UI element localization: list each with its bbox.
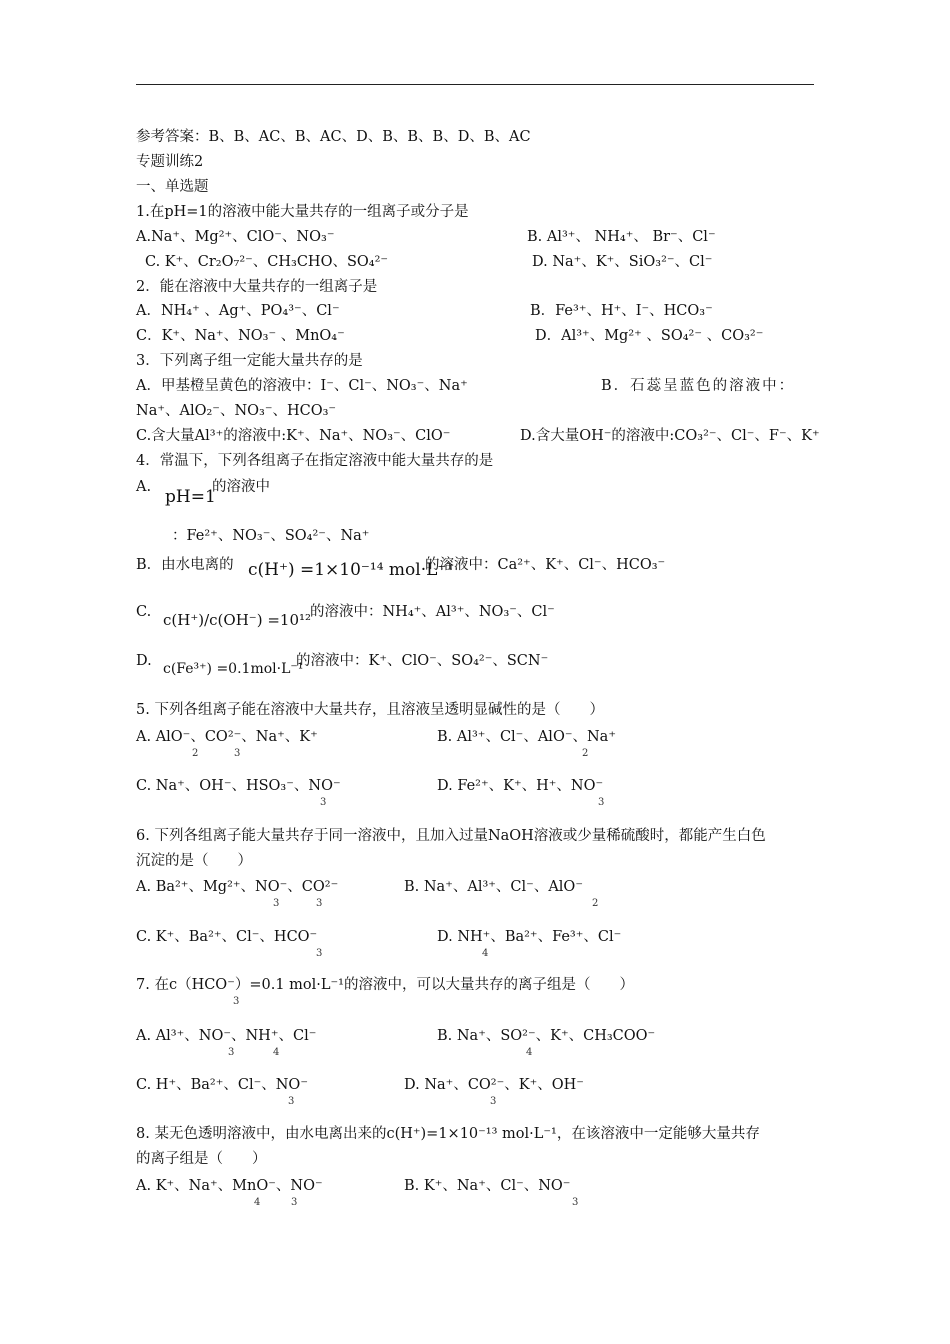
q8-stem-line1: 8. 某无色透明溶液中，由水电离出来的c(H⁺)=1×10⁻¹³ mol·L⁻¹，在该溶液中一定能够大量共存 xyxy=(136,1126,760,1142)
q1-option-b: B. Al³⁺、 NH₄⁺、 Br⁻、Cl⁻ xyxy=(527,229,716,245)
q2-option-a: A．NH₄⁺ 、Ag⁺、PO₄³⁻、Cl⁻ xyxy=(136,303,340,319)
q5-a-sub-2: 3 xyxy=(234,748,241,759)
q4-a-label: A. xyxy=(136,479,152,495)
q5-c-sub-1: 3 xyxy=(320,797,327,808)
q7-stem: 7. 在c（HCO⁻）=0.1 mol·L⁻¹的溶液中，可以大量共存的离子组是（ ） xyxy=(136,977,634,993)
q7-option-c: C. H⁺、Ba²⁺、Cl⁻、NO⁻ xyxy=(136,1077,308,1093)
q5-d-sub-1: 3 xyxy=(598,797,605,808)
q7-a-sub-1: 3 xyxy=(228,1047,235,1058)
q3-option-c: C.含大量Al³⁺的溶液中:K⁺、Na⁺、NO₃⁻、ClO⁻ xyxy=(136,428,451,444)
subsection-title: 一、单选题 xyxy=(136,179,209,195)
q6-option-c: C. K⁺、Ba²⁺、Cl⁻、HCO⁻ xyxy=(136,929,318,945)
q4-d-formula: c(Fe³⁺) =0.1mol·L⁻¹ xyxy=(163,661,304,677)
q6-c-sub-1: 3 xyxy=(316,948,323,959)
q4-d-tail: 的溶液中：K⁺、ClO⁻、SO₄²⁻、SCN⁻ xyxy=(296,653,549,669)
q5-stem: 5. 下列各组离子能在溶液中大量共存，且溶液呈透明显碱性的是（ ） xyxy=(136,702,604,718)
q4-c-formula: c(H⁺)/c(OH⁻) =10¹² xyxy=(163,611,312,629)
q2-option-d: D．Al³⁺、Mg²⁺ 、SO₄²⁻ 、CO₃²⁻ xyxy=(535,328,764,344)
q7-b-sub-1: 4 xyxy=(526,1047,533,1058)
q6-option-b: B. Na⁺、Al³⁺、Cl⁻、AlO⁻ xyxy=(404,879,583,895)
q3-option-b-line2: Na⁺、AlO₂⁻、NO₃⁻、HCO₃⁻ xyxy=(136,403,337,419)
q1-option-d: D. Na⁺、K⁺、SiO₃²⁻、Cl⁻ xyxy=(532,254,713,270)
q3-option-b-line1: B．石蕊呈蓝色的溶液中： xyxy=(601,378,796,394)
q8-option-a: A. K⁺、Na⁺、MnO⁻、NO⁻ xyxy=(136,1178,323,1194)
q6-a-sub-2: 3 xyxy=(316,898,323,909)
q6-option-d: D. NH⁺、Ba²⁺、Fe³⁺、Cl⁻ xyxy=(437,929,622,945)
q4-c-tail: 的溶液中：NH₄⁺、Al³⁺、NO₃⁻、Cl⁻ xyxy=(310,604,555,620)
q4-b-label: B．由水电离的 xyxy=(136,557,234,573)
q6-d-sub-1: 4 xyxy=(482,948,489,959)
q2-stem: 2．能在溶液中大量共存的一组离子是 xyxy=(136,279,378,295)
q4-a-formula: pH=1 xyxy=(165,487,216,507)
q7-option-b: B. Na⁺、SO²⁻、K⁺、CH₃COO⁻ xyxy=(437,1028,656,1044)
q6-stem-line2: 沉淀的是（ ） xyxy=(136,853,252,869)
q3-stem: 3．下列离子组一定能大量共存的是 xyxy=(136,353,363,369)
q8-a-sub-2: 3 xyxy=(291,1197,298,1208)
q4-stem: 4．常温下，下列各组离子在指定溶液中能大量共存的是 xyxy=(136,453,494,469)
q1-option-a: A.Na⁺、Mg²⁺、ClO⁻、NO₃⁻ xyxy=(136,229,335,245)
section-title: 专题训练2 xyxy=(136,154,204,170)
q2-option-b: B．Fe³⁺、H⁺、I⁻、HCO₃⁻ xyxy=(530,303,713,319)
q7-d-sub-1: 3 xyxy=(490,1096,497,1107)
q5-option-c: C. Na⁺、OH⁻、HSO₃⁻、NO⁻ xyxy=(136,778,341,794)
q5-option-b: B. Al³⁺、Cl⁻、AlO⁻、Na⁺ xyxy=(437,729,616,745)
answer-key: 参考答案：B、B、AC、B、AC、D、B、B、B、D、B、AC xyxy=(136,129,531,145)
q1-option-c: C. K⁺、Cr₂O₇²⁻、CH₃CHO、SO₄²⁻ xyxy=(145,254,389,270)
q4-b-tail: 的溶液中：Ca²⁺、K⁺、Cl⁻、HCO₃⁻ xyxy=(425,557,666,573)
q7-c-sub-1: 3 xyxy=(288,1096,295,1107)
q6-a-sub-1: 3 xyxy=(273,898,280,909)
q8-b-sub-1: 3 xyxy=(572,1197,579,1208)
q5-a-sub-1: 2 xyxy=(192,748,199,759)
q3-option-a: A．甲基橙呈黄色的溶液中：I⁻、Cl⁻、NO₃⁻、Na⁺ xyxy=(136,378,468,394)
q7-stem-sub-1: 3 xyxy=(233,996,240,1007)
q8-a-sub-1: 4 xyxy=(254,1197,261,1208)
q1-stem: 1.在pH=1的溶液中能大量共存的一组离子或分子是 xyxy=(136,204,469,220)
q7-option-a: A. Al³⁺、NO⁻、NH⁺、Cl⁻ xyxy=(136,1028,317,1044)
q4-a-tail: 的溶液中 xyxy=(212,479,270,495)
q4-d-label: D. xyxy=(136,653,152,669)
header-rule xyxy=(136,84,814,85)
q5-option-d: D. Fe²⁺、K⁺、H⁺、NO⁻ xyxy=(437,778,604,794)
q6-b-sub-1: 2 xyxy=(592,898,599,909)
q4-c-label: C. xyxy=(136,604,152,620)
q7-option-d: D. Na⁺、CO²⁻、K⁺、OH⁻ xyxy=(404,1077,584,1093)
q8-option-b: B. K⁺、Na⁺、Cl⁻、NO⁻ xyxy=(404,1178,571,1194)
q4-b-formula: c(H⁺) =1×10⁻¹⁴ mol·L⁻¹ xyxy=(248,560,454,580)
q7-a-sub-2: 4 xyxy=(273,1047,280,1058)
q5-b-sub-1: 2 xyxy=(582,748,589,759)
q6-option-a: A. Ba²⁺、Mg²⁺、NO⁻、CO²⁻ xyxy=(136,879,339,895)
q6-stem-line1: 6. 下列各组离子能大量共存于同一溶液中，且加入过量NaOH溶液或少量稀硫酸时，都能产生白色 xyxy=(136,828,766,844)
q2-option-c: C．K⁺、Na⁺、NO₃⁻ 、MnO₄⁻ xyxy=(136,328,345,344)
q4-a-ions: ：Fe²⁺、NO₃⁻、SO₄²⁻、Na⁺ xyxy=(172,528,370,544)
q8-stem-line2: 的离子组是（ ） xyxy=(136,1151,267,1167)
q3-option-d: D.含大量OH⁻的溶液中:CO₃²⁻、Cl⁻、F⁻、K⁺ xyxy=(520,428,820,444)
q5-option-a: A. AlO⁻、CO²⁻、Na⁺、K⁺ xyxy=(136,729,318,745)
